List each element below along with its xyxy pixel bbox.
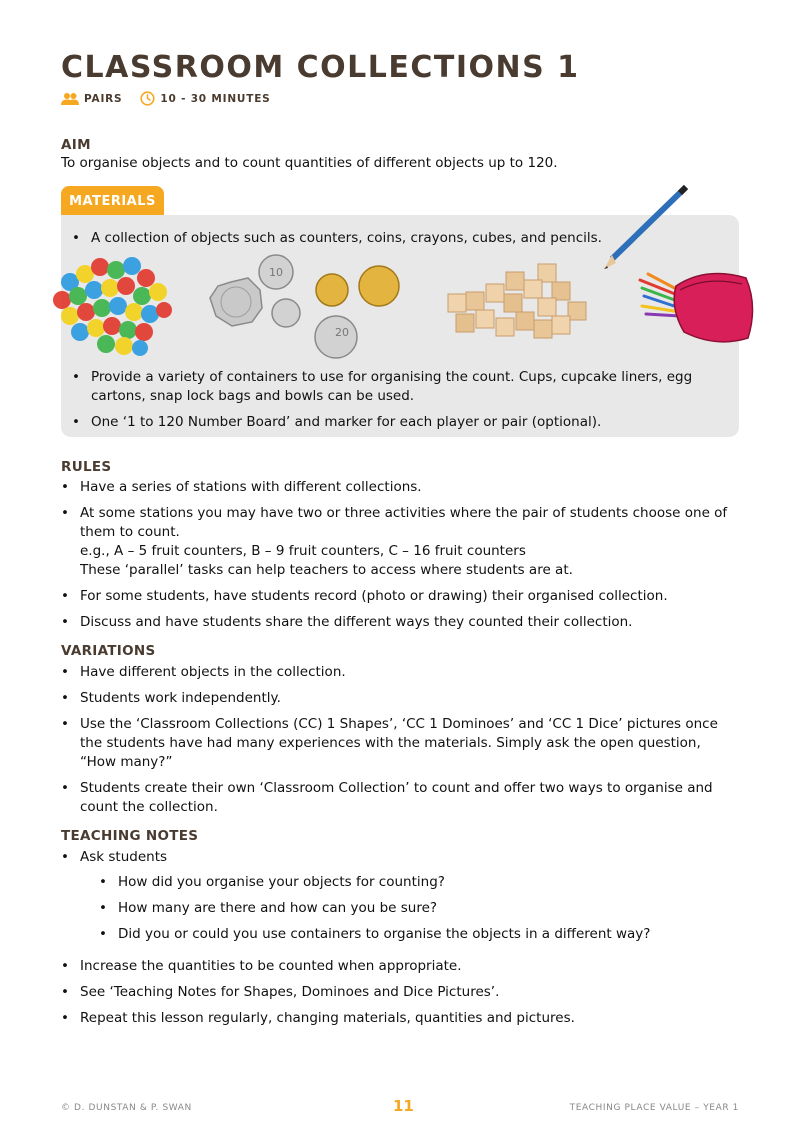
coins-icon bbox=[204, 250, 404, 362]
list-item: • A collection of objects such as counters, coins, crayons, cubes, and pencils. bbox=[72, 229, 692, 248]
pairs-meta bbox=[61, 92, 122, 106]
list-item: • Did you or could you use containers to organise the objects in a different way? bbox=[99, 925, 650, 944]
variations-list bbox=[61, 663, 731, 824]
page-title: CLASSROOM COLLECTIONS 1 bbox=[61, 50, 580, 85]
aim-heading: AIM bbox=[61, 137, 91, 153]
activity-meta bbox=[61, 91, 271, 106]
list-item: • How did you organise your objects for counting? bbox=[99, 873, 650, 892]
teaching-notes-list bbox=[61, 957, 731, 1035]
rules-list bbox=[61, 478, 731, 639]
list-item: • At some stations you may have two or three activities where the pair of students choose one of them to count. e.g., A – 5 fruit counters, B – 9 fruit counters, C – 16 fruit counters These ‘parallel’ tasks can help teachers to access where students are at. bbox=[61, 504, 731, 580]
footer-book-title: TEACHING PLACE VALUE – YEAR 1 bbox=[569, 1103, 739, 1113]
variations-heading: VARIATIONS bbox=[61, 643, 156, 659]
materials-tab: MATERIALS bbox=[61, 186, 164, 216]
pencil-icon bbox=[600, 183, 695, 273]
clock-icon bbox=[140, 91, 155, 106]
list-item: • Have a series of stations with different collections. bbox=[61, 478, 731, 497]
list-item: • How many are there and how can you be sure? bbox=[99, 899, 650, 918]
counters-icon bbox=[50, 252, 175, 357]
wooden-cubes-icon bbox=[442, 258, 592, 340]
footer-copyright: © D. DUNSTAN & P. SWAN bbox=[61, 1103, 192, 1113]
teaching-notes-heading: TEACHING NOTES bbox=[61, 828, 199, 844]
list-item: • For some students, have students record (photo or drawing) their organised collection. bbox=[61, 587, 731, 606]
list-item: • Students create their own ‘Classroom Collection’ to count and offer two ways to organise and count the collection. bbox=[61, 779, 731, 817]
aim-text: To organise objects and to count quantities of different objects up to 120. bbox=[61, 155, 558, 171]
svg-text:10: 10 bbox=[269, 266, 283, 279]
time-meta bbox=[140, 91, 270, 106]
list-item: • See ‘Teaching Notes for Shapes, Dominoes and Dice Pictures’. bbox=[61, 983, 731, 1002]
list-item: • Students work independently. bbox=[61, 689, 731, 708]
list-item: • Have different objects in the collection. bbox=[61, 663, 731, 682]
teaching-notes-questions bbox=[99, 873, 650, 951]
teaching-notes-intro bbox=[61, 848, 731, 874]
people-icon bbox=[61, 92, 79, 106]
list-item: • One ‘1 to 120 Number Board’ and marker for each player or pair (optional). bbox=[72, 413, 712, 432]
materials-list-bottom bbox=[72, 368, 712, 439]
list-item: • Provide a variety of containers to use for organising the count. Cups, cupcake liners, egg cartons, snap lock bags and bowls can be used. bbox=[72, 368, 712, 406]
pencil-case-icon bbox=[636, 266, 758, 348]
list-item: • Repeat this lesson regularly, changing materials, quantities and pictures. bbox=[61, 1009, 731, 1028]
list-item: • Increase the quantities to be counted when appropriate. bbox=[61, 957, 731, 976]
pairs-label: PAIRS bbox=[84, 92, 123, 105]
list-item: • Ask students bbox=[61, 848, 731, 867]
svg-text:20: 20 bbox=[335, 326, 349, 339]
list-item: • Use the ‘Classroom Collections (CC) 1 Shapes’, ‘CC 1 Dominoes’ and ‘CC 1 Dice’ pictures once the students have had many experiences with the materials. Simply ask the open question, “How many?” bbox=[61, 715, 731, 772]
time-label: 10 - 30 MINUTES bbox=[160, 92, 271, 105]
rules-heading: RULES bbox=[61, 459, 112, 475]
page-number: 11 bbox=[393, 1097, 414, 1115]
list-item: • Discuss and have students share the different ways they counted their collection. bbox=[61, 613, 731, 632]
